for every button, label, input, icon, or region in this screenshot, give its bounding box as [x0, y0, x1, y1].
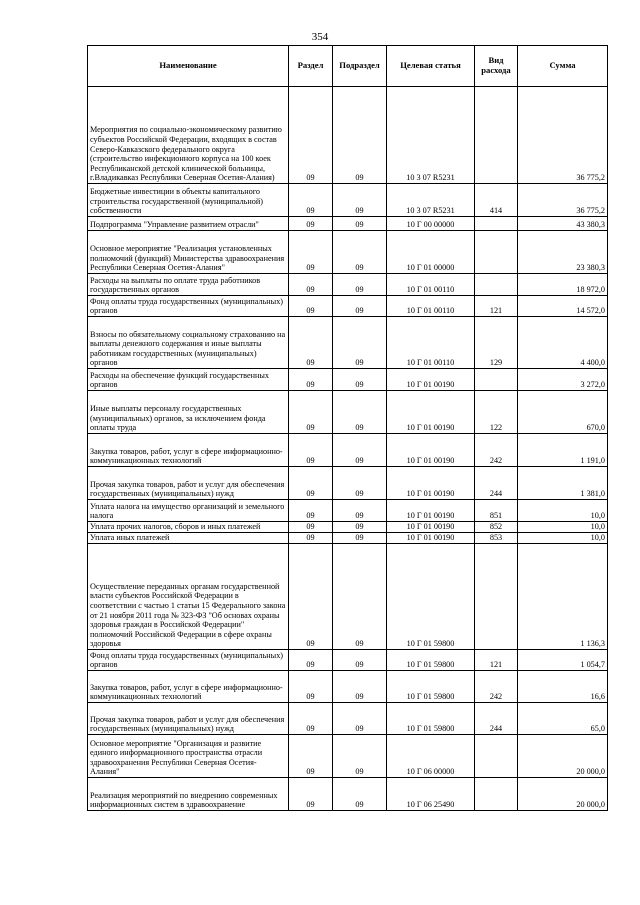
row-sum: 20 000,0 — [518, 735, 608, 778]
row-sum: 20 000,0 — [518, 778, 608, 811]
table-row — [88, 533, 608, 544]
row-expense-type: 414 — [475, 184, 518, 217]
row-section: 09 — [289, 522, 333, 533]
row-name: Расходы на обеспечение функций государственных органов — [88, 369, 289, 391]
row-subsection: 09 — [333, 87, 387, 184]
row-subsection: 09 — [333, 391, 387, 434]
row-subsection: 09 — [333, 317, 387, 369]
row-sum: 14 572,0 — [518, 296, 608, 317]
table-body — [88, 87, 608, 811]
row-expense-type — [475, 217, 518, 231]
row-subsection: 09 — [333, 434, 387, 467]
table-row — [88, 217, 608, 231]
row-article: 10 Г 06 00000 — [387, 735, 475, 778]
row-section: 09 — [289, 231, 333, 274]
row-expense-type — [475, 274, 518, 296]
header-row — [88, 46, 608, 87]
row-section: 09 — [289, 434, 333, 467]
header-article: Целевая статья — [387, 46, 475, 87]
table-row — [88, 671, 608, 703]
row-sum: 670,0 — [518, 391, 608, 434]
row-subsection: 09 — [333, 522, 387, 533]
row-subsection: 09 — [333, 184, 387, 217]
row-section: 09 — [289, 500, 333, 522]
row-section: 09 — [289, 650, 333, 671]
table-row — [88, 544, 608, 650]
row-expense-type — [475, 544, 518, 650]
row-expense-type: 852 — [475, 522, 518, 533]
row-section: 09 — [289, 735, 333, 778]
row-name: Уплата налога на имущество организаций и земельного налога — [88, 500, 289, 522]
row-name: Уплата прочих налогов, сборов и иных платежей — [88, 522, 289, 533]
table-row — [88, 274, 608, 296]
table-row — [88, 369, 608, 391]
row-section: 09 — [289, 317, 333, 369]
table-row — [88, 467, 608, 500]
row-section: 09 — [289, 369, 333, 391]
row-sum: 18 972,0 — [518, 274, 608, 296]
row-article: 10 Г 01 00110 — [387, 296, 475, 317]
table-row — [88, 391, 608, 434]
row-expense-type — [475, 369, 518, 391]
row-name: Прочая закупка товаров, работ и услуг для обеспечения государственных (муниципальных) нужд — [88, 467, 289, 500]
row-sum: 23 380,3 — [518, 231, 608, 274]
row-article: 10 Г 01 00190 — [387, 467, 475, 500]
row-sum: 10,0 — [518, 500, 608, 522]
row-article: 10 Г 01 00190 — [387, 434, 475, 467]
table-row — [88, 87, 608, 184]
row-expense-type — [475, 735, 518, 778]
row-name: Основное мероприятие "Реализация установленных полномочий (функций) Министерства здравоохранения Республики Северная Осетия-Алания" — [88, 231, 289, 274]
table-row — [88, 703, 608, 735]
row-article: 10 Г 01 00190 — [387, 522, 475, 533]
row-expense-type: 242 — [475, 434, 518, 467]
table-row — [88, 500, 608, 522]
row-section: 09 — [289, 671, 333, 703]
row-sum: 10,0 — [518, 533, 608, 544]
row-article: 10 Г 00 00000 — [387, 217, 475, 231]
row-sum: 3 272,0 — [518, 369, 608, 391]
table-row — [88, 184, 608, 217]
row-subsection: 09 — [333, 231, 387, 274]
row-article: 10 Г 01 00000 — [387, 231, 475, 274]
header-subsection: Подраздел — [333, 46, 387, 87]
row-name: Осуществление переданных органам государственной власти субъектов Российской Федерации в соответствии с частью 1 статьи 15 Федерального закона от 21 ноября 2011 года № 323-ФЗ "Об основах охраны здоровья граждан в Российской Федерации" полномочий Российской Федерации в сфере охраны здоровья — [88, 544, 289, 650]
row-name: Уплата иных платежей — [88, 533, 289, 544]
row-name: Иные выплаты персоналу государственных (муниципальных) органов, за исключением фонда оплаты труда — [88, 391, 289, 434]
row-article: 10 Г 01 00190 — [387, 369, 475, 391]
row-subsection: 09 — [333, 671, 387, 703]
row-article: 10 Г 01 00190 — [387, 391, 475, 434]
row-subsection: 09 — [333, 500, 387, 522]
row-sum: 1 191,0 — [518, 434, 608, 467]
row-sum: 1 054,7 — [518, 650, 608, 671]
row-name: Закупка товаров, работ, услуг в сфере информационно-коммуникационных технологий — [88, 434, 289, 467]
row-name: Бюджетные инвестиции в объекты капитального строительства государственной (муниципальной) собственности — [88, 184, 289, 217]
row-expense-type — [475, 87, 518, 184]
row-subsection: 09 — [333, 467, 387, 500]
row-article: 10 Г 01 59800 — [387, 544, 475, 650]
header-type: Вид расхода — [475, 46, 518, 87]
row-article: 10 Г 01 59800 — [387, 650, 475, 671]
row-article: 10 Г 01 00110 — [387, 317, 475, 369]
row-expense-type: 851 — [475, 500, 518, 522]
row-subsection: 09 — [333, 274, 387, 296]
row-subsection: 09 — [333, 703, 387, 735]
table-row — [88, 522, 608, 533]
row-article: 10 3 07 R5231 — [387, 184, 475, 217]
row-section: 09 — [289, 544, 333, 650]
page-number: 354 — [311, 31, 329, 43]
row-subsection: 09 — [333, 544, 387, 650]
row-subsection: 09 — [333, 650, 387, 671]
table-row — [88, 317, 608, 369]
row-sum: 1 136,3 — [518, 544, 608, 650]
row-name: Мероприятия по социально-экономическому развитию субъектов Российской Федерации, входящих в состав Северо-Кавказского федерального округа (строительство инфекционного корпуса на 100 коек Республиканской детской клинической больницы, г.Владикавказ Республики Северная Осетия-Алания) — [88, 87, 289, 184]
row-name: Закупка товаров, работ, услуг в сфере информационно-коммуникационных технологий — [88, 671, 289, 703]
row-expense-type — [475, 231, 518, 274]
row-expense-type: 853 — [475, 533, 518, 544]
row-section: 09 — [289, 467, 333, 500]
row-expense-type: 121 — [475, 296, 518, 317]
row-section: 09 — [289, 184, 333, 217]
row-article: 10 Г 01 59800 — [387, 671, 475, 703]
row-sum: 36 775,2 — [518, 87, 608, 184]
row-sum: 43 380,3 — [518, 217, 608, 231]
row-name: Фонд оплаты труда государственных (муниципальных) органов — [88, 296, 289, 317]
row-sum: 4 400,0 — [518, 317, 608, 369]
row-sum: 10,0 — [518, 522, 608, 533]
row-name: Расходы на выплаты по оплате труда работников государственных органов — [88, 274, 289, 296]
row-name: Фонд оплаты труда государственных (муниципальных) органов — [88, 650, 289, 671]
row-article: 10 Г 01 00190 — [387, 500, 475, 522]
row-expense-type: 122 — [475, 391, 518, 434]
row-article: 10 3 07 R5231 — [387, 87, 475, 184]
row-subsection: 09 — [333, 778, 387, 811]
row-subsection: 09 — [333, 296, 387, 317]
row-name: Реализация мероприятий по внедрению современных информационных систем в здравоохранение — [88, 778, 289, 811]
row-subsection: 09 — [333, 369, 387, 391]
row-section: 09 — [289, 703, 333, 735]
row-name: Взносы по обязательному социальному страхованию на выплаты денежного содержания и иные выплаты работникам государственных (муниципальных) органов — [88, 317, 289, 369]
budget-table — [87, 45, 608, 811]
row-section: 09 — [289, 391, 333, 434]
table-row — [88, 735, 608, 778]
row-section: 09 — [289, 296, 333, 317]
row-name: Основное мероприятие "Организация и развитие единого информационного пространства отрасли здравоохранения Республики Северная Осетия-Алания" — [88, 735, 289, 778]
header-sum: Сумма — [518, 46, 608, 87]
row-sum: 65,0 — [518, 703, 608, 735]
row-expense-type — [475, 778, 518, 811]
row-section: 09 — [289, 87, 333, 184]
table-row — [88, 231, 608, 274]
row-section: 09 — [289, 217, 333, 231]
header-section: Раздел — [289, 46, 333, 87]
table-row — [88, 778, 608, 811]
table-row — [88, 434, 608, 467]
row-sum: 1 381,0 — [518, 467, 608, 500]
row-expense-type: 244 — [475, 467, 518, 500]
row-subsection: 09 — [333, 217, 387, 231]
row-section: 09 — [289, 274, 333, 296]
table-row — [88, 296, 608, 317]
row-article: 10 Г 01 59800 — [387, 703, 475, 735]
row-name: Подпрограмма "Управление развитием отрасли" — [88, 217, 289, 231]
row-article: 10 Г 01 00190 — [387, 533, 475, 544]
row-expense-type: 244 — [475, 703, 518, 735]
row-name: Прочая закупка товаров, работ и услуг для обеспечения государственных (муниципальных) нужд — [88, 703, 289, 735]
header-name: Наименование — [88, 46, 289, 87]
row-article: 10 Г 01 00110 — [387, 274, 475, 296]
row-section: 09 — [289, 533, 333, 544]
row-expense-type: 129 — [475, 317, 518, 369]
row-subsection: 09 — [333, 735, 387, 778]
row-sum: 16,6 — [518, 671, 608, 703]
row-sum: 36 775,2 — [518, 184, 608, 217]
row-expense-type: 242 — [475, 671, 518, 703]
row-subsection: 09 — [333, 533, 387, 544]
table-row — [88, 650, 608, 671]
row-article: 10 Г 06 25490 — [387, 778, 475, 811]
row-expense-type: 121 — [475, 650, 518, 671]
row-section: 09 — [289, 778, 333, 811]
